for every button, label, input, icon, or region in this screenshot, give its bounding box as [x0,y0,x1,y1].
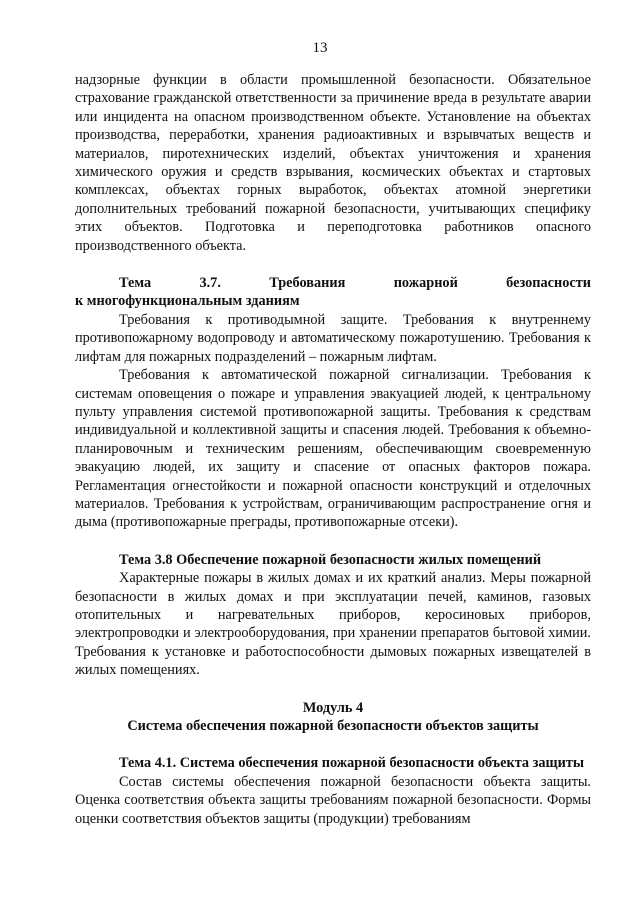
topic-3-8-heading: Тема 3.8 Обеспечение пожарной безопасности жилых помещений [119,551,542,568]
document-body [75,71,591,828]
topic-4-1-paragraph: Состав системы обеспечения пожарной безопасности объекта защиты. Оценка соответствия объекта защиты требованиям пожарной безопасности. Формы оценки соответствия объектов защиты (продукции) требованиям [75,773,591,827]
intro-paragraph: надзорные функции в области промышленной безопасности. Обязательное страхование гражданской ответственности за причинение вреда в результате аварии или инцидента на опасном производственном объекте. Установление на объектах производства, переработки, хранения радиоактивных и взрывчатых веществ и материалов, пиротехнических изделий, объектах уничтожения и хранения химического оружия и средств взрывания, космических объектах и стартовых комплексах, объектах горных выработок, объектах атомной энергетики дополнительных требований пожарной безопасности, учитывающих специфику этих объектов. Подготовка и переподготовка работников опасного производственного объекта. [75,72,591,254]
topic-3-7-heading-continued: к многофункциональным зданиям [75,293,300,310]
topic-3-7-paragraph-1: Требования к противодымной защите. Требования к внутреннему противопожарному водопроводу и автоматическому пожаротушению. Требования к лифтам для пожарных подразделений – пожарным лифтам. [75,311,591,365]
topic-3-8-paragraph: Характерные пожары в жилых домах и их краткий анализ. Меры пожарной безопасности в жилых домах и при эксплуатации печей, каминов, газовых отопительных и нагревательных приборов, керосиновых приборов, электропроводки и электрооборудования, при хранении препаратов бытовой химии. Требования к установке и работоспособности дымовых пожарных извещателей в жилых помещениях. [75,570,591,679]
topic-3-7-paragraph-2: Требования к автоматической пожарной сигнализации. Требования к системам оповещения о пожаре и управления эвакуацией людей, к центральному пульту управления системой противопожарной защиты. Требования к средствам индивидуальной и коллективной защиты и спасения людей. Требования к объемно-планировочным и техническим решениям, обеспечивающим своевременную эвакуацию людей, их защиту и спасение от опасных факторов пожара. Регламентация огнестойкости и пожарной опасности конструкций и отделочных материалов. Требования к устройствам, ограничивающим распространение огня и дыма (противопожарные преграды, противопожарные отсеки). [75,367,591,531]
topic-3-7-heading: Тема 3.7. Требования пожарной безопасности [119,275,591,292]
module-4-title: Модуль 4 [302,699,364,716]
page-number: 13 [312,40,328,56]
module-4-subtitle: Система обеспечения пожарной безопасности объектов защиты [127,718,539,734]
topic-4-1-heading: Тема 4.1. Система обеспечения пожарной безопасности объекта защиты [119,755,585,772]
